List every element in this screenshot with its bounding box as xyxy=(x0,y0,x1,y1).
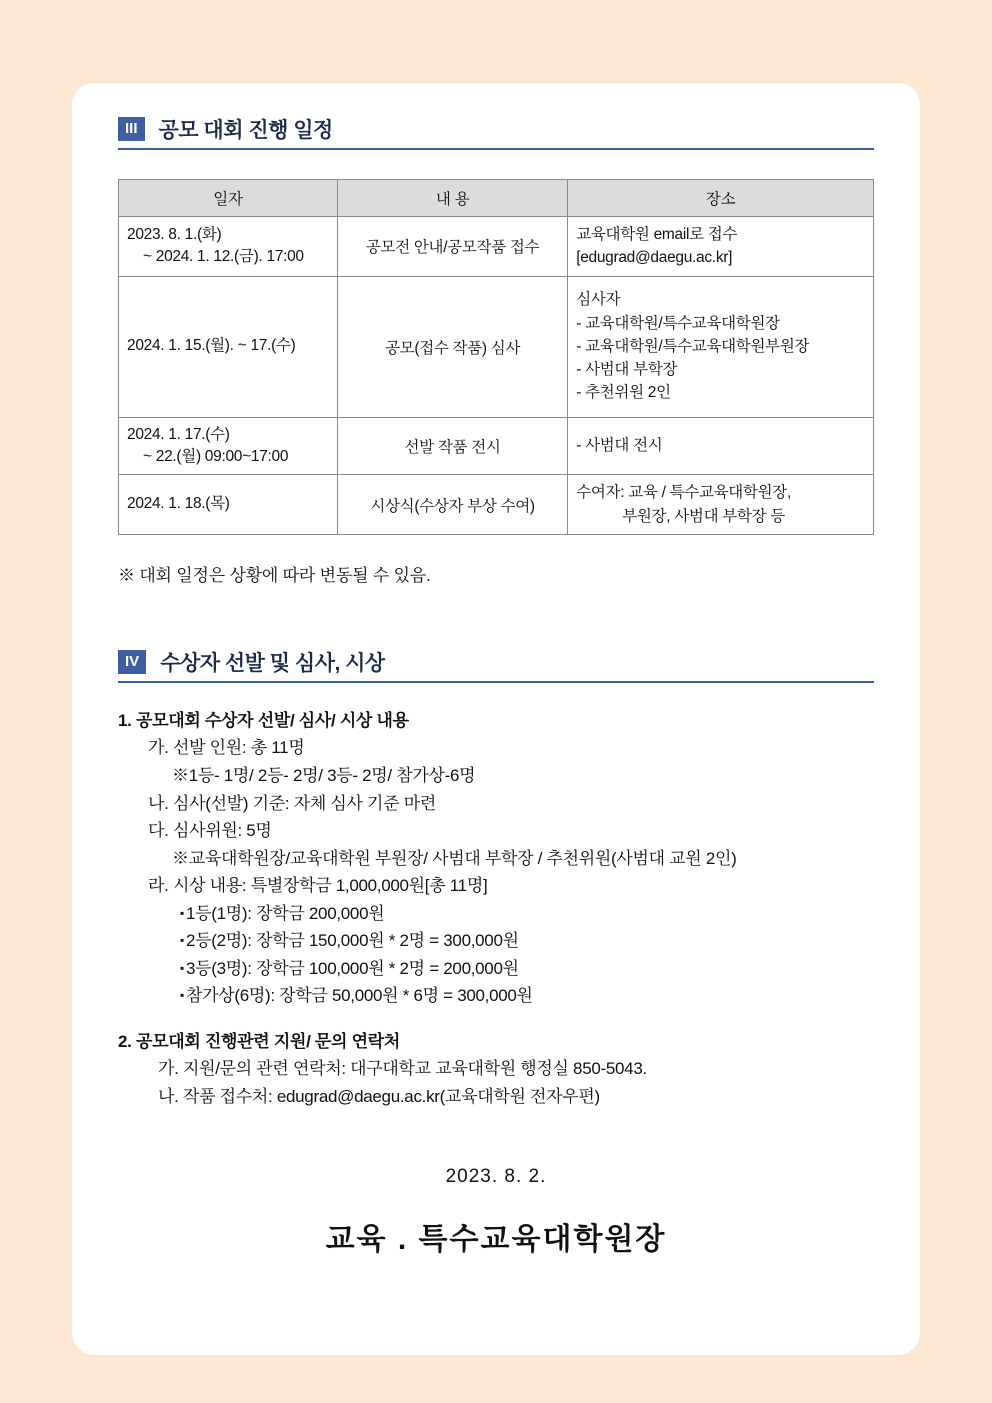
cell-content: 선발 작품 전시 xyxy=(337,417,567,475)
column-header-place: 장소 xyxy=(568,180,874,217)
place-line: - 사범대 부학장 xyxy=(576,361,678,379)
date-line-1: 2024. 1. 15.(월). ~ 17.(수) xyxy=(127,337,296,355)
schedule-table xyxy=(118,179,874,535)
issue-date: 2023. 8. 2. xyxy=(445,1166,547,1188)
column-header-content: 내 용 xyxy=(337,180,567,217)
place-line: 교육대학원 email로 접수 xyxy=(576,226,738,243)
list-item: 2. 공모대회 진행관련 지원/ 문의 연락처 xyxy=(118,1031,400,1051)
spacer xyxy=(118,1010,874,1026)
section-number-badge: III xyxy=(118,117,145,141)
cell-content: 공모(접수 작품) 심사 xyxy=(337,276,567,417)
cell-date xyxy=(119,276,338,417)
list-item: ▪ 참가상(6명): 장학금 50,000원 * 6명 = 300,000원 xyxy=(118,982,874,1010)
section-divider xyxy=(118,148,874,150)
place-line: [edugrad@daegu.ac.kr] xyxy=(576,249,733,267)
list-item: ※교육대학원장/교육대학원 부원장/ 사범대 부학장 / 추천위원(사범대 교원 2인) xyxy=(172,848,737,868)
list-item: 라. 시상 내용: 특별장학금 1,000,000원[총 11명] xyxy=(148,876,488,896)
place-line: - 교육대학원/특수교육대학원부원장 xyxy=(576,337,810,355)
cell-place xyxy=(568,475,874,535)
section-heading-awards xyxy=(118,650,874,681)
date-line-1: 2024. 1. 18.(목) xyxy=(127,495,230,513)
place-line: 부원장, 사범대 부학장 등 xyxy=(622,507,785,525)
list-item: ▪ 1등(1명): 장학금 200,000원 xyxy=(118,900,874,928)
list-item: ▪ 2등(2명): 장학금 150,000원 * 2명 = 300,000원 xyxy=(118,927,874,955)
place-line: 심사자 xyxy=(576,291,621,309)
place-line: - 사범대 전시 xyxy=(576,437,663,455)
cell-content: 공모전 안내/공모작품 접수 xyxy=(337,217,567,277)
list-item: 1. 공모대회 수상자 선발/ 심사/ 시상 내용 xyxy=(118,710,409,730)
awards-list xyxy=(118,707,874,1110)
date-line-2: ~ 2024. 1. 12.(금). 17:00 xyxy=(143,248,304,266)
cell-date xyxy=(119,217,338,277)
cell-date xyxy=(119,475,338,535)
table-header-row xyxy=(119,180,874,217)
section-awards xyxy=(118,650,874,1110)
section-heading-schedule xyxy=(118,117,874,148)
cell-place xyxy=(568,417,874,475)
schedule-note: ※ 대회 일정은 상황에 따라 변동될 수 있음. xyxy=(118,565,431,585)
list-item: 나. 심사(선발) 기준: 자체 심사 기준 마련 xyxy=(148,793,436,813)
date-line-1: 2024. 1. 17.(수) xyxy=(127,425,230,443)
list-item: 가. 지원/문의 관련 연락처: 대구대학교 교육대학원 행정실 850-5043. xyxy=(158,1059,647,1079)
list-item: ※1등- 1명/ 2등- 2명/ 3등- 2명/ 참가상-6명 xyxy=(172,766,476,785)
table-row xyxy=(119,276,874,417)
section-number-badge: IV xyxy=(118,650,146,674)
list-item: ▪ 3등(3명): 장학금 100,000원 * 2명 = 200,000원 xyxy=(118,955,874,983)
list-item: 나. 작품 접수처: edugrad@daegu.ac.kr(교육대학원 전자우편) xyxy=(158,1086,600,1106)
cell-content: 시상식(수상자 부상 수여) xyxy=(337,475,567,535)
document-page xyxy=(72,83,920,1355)
section-schedule xyxy=(118,117,874,586)
date-line-2: ~ 22.(월) 09:00~17:00 xyxy=(143,447,289,465)
place-line: - 교육대학원/특수교육대학원장 xyxy=(576,314,780,332)
place-line: - 추천위원 2인 xyxy=(576,384,671,402)
list-item: 가. 선발 인원: 총 11명 xyxy=(148,738,305,758)
list-item: 다. 심사위원: 5명 xyxy=(148,821,272,841)
column-header-date: 일자 xyxy=(119,180,338,217)
table-row xyxy=(119,217,874,277)
cell-place xyxy=(568,217,874,277)
table-row xyxy=(119,475,874,535)
section-title: 수상자 선발 및 심사, 시상 xyxy=(160,651,385,675)
cell-place xyxy=(568,276,874,417)
date-line-1: 2023. 8. 1.(화) xyxy=(127,225,222,243)
issuer-title: 교육 . 특수교육대학원장 xyxy=(325,1223,667,1257)
cell-date xyxy=(119,417,338,475)
section-title: 공모 대회 진행 일정 xyxy=(158,119,333,142)
table-row xyxy=(119,417,874,475)
section-divider xyxy=(118,681,874,683)
place-line: 수여자: 교육 / 특수교육대학원장, xyxy=(576,484,791,502)
